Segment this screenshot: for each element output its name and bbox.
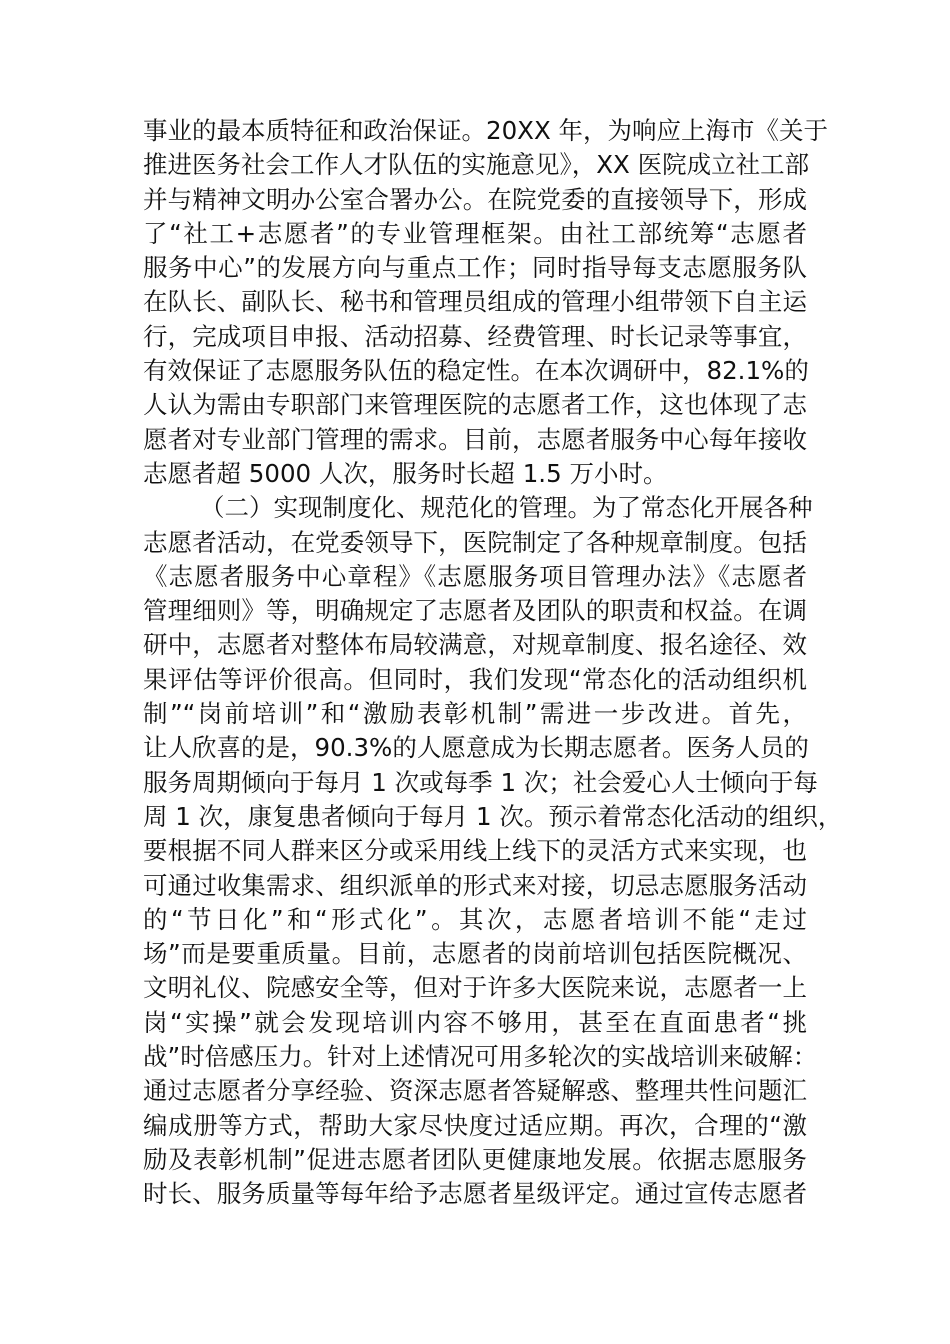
text-line: 的“节日化”和“形式化”。其次，志愿者培训不能“走过 — [143, 904, 807, 934]
text-line: 岗“实操”就会发现培训内容不够用，甚至在直面患者“挑 — [143, 1007, 807, 1037]
text-line: 服务中心”的发展方向与重点工作；同时指导每支志愿服务队 — [143, 253, 807, 283]
text-line: 愿者对专业部门管理的需求。目前，志愿者服务中心每年接收 — [143, 424, 807, 454]
text-line: 管理细则》等，明确规定了志愿者及团队的职责和权益。在调 — [143, 596, 807, 626]
text-line: 制”“岗前培训”和“激励表彰机制”需进一步改进。首先， — [143, 699, 807, 729]
text-line: 场”而是要重质量。目前，志愿者的岗前培训包括医院概况、 — [143, 939, 807, 969]
text-line: 有效保证了志愿服务队伍的稳定性。在本次调研中，82.1%的 — [143, 356, 809, 386]
text-line: 可通过收集需求、组织派单的形式来对接，切忌志愿服务活动 — [143, 870, 807, 900]
text-line: 人认为需由专职部门来管理医院的志愿者工作，这也体现了志 — [143, 390, 807, 420]
text-line: 励及表彰机制”促进志愿者团队更健康地发展。依据志愿服务 — [143, 1144, 807, 1174]
text-line: 服务周期倾向于每月 1 次或每季 1 次；社会爱心人士倾向于每 — [143, 767, 818, 797]
text-line: 编成册等方式，帮助大家尽快度过适应期。再次，合理的“激 — [143, 1110, 807, 1140]
section-heading-line: （二）实现制度化、规范化的管理。为了常态化开展各种 — [200, 493, 813, 523]
text-line: 时长、服务质量等每年给予志愿者星级评定。通过宣传志愿者 — [143, 1179, 807, 1209]
text-line: 要根据不同人群来区分或采用线上线下的灵活方式来实现，也 — [143, 836, 807, 866]
text-line: 在队长、副队长、秘书和管理员组成的管理小组带领下自主运 — [143, 287, 807, 317]
body-text — [143, 114, 843, 1212]
text-line: 并与精神文明办公室合署办公。在院党委的直接领导下，形成 — [143, 184, 807, 214]
text-line: 推进医务社会工作人才队伍的实施意见》，XX 医院成立社工部 — [143, 150, 810, 180]
text-line: 志愿者超 5000 人次，服务时长超 1.5 万小时。 — [143, 458, 668, 488]
text-line: 果评估等评价很高。但同时，我们发现“常态化的活动组织机 — [143, 664, 807, 694]
text-line: 通过志愿者分享经验、资深志愿者答疑解惑、整理共性问题汇 — [143, 1076, 807, 1106]
text-line: 战”时倍感压力。针对上述情况可用多轮次的实战培训来破解： — [143, 1042, 818, 1072]
paragraph-1 — [143, 114, 829, 491]
text-line: 研中，志愿者对整体布局较满意，对规章制度、报名途径、效 — [143, 630, 807, 660]
text-line: 文明礼仪、院感安全等，但对于许多大医院来说，志愿者一上 — [143, 973, 807, 1003]
text-line: 了“社工+志愿者”的专业管理框架。由社工部统筹“志愿者 — [143, 218, 807, 248]
paragraph-2 — [143, 491, 843, 1211]
text-line: 让人欣喜的是，90.3%的人愿意成为长期志愿者。医务人员的 — [143, 733, 809, 763]
text-line: 志愿者活动，在党委领导下，医院制定了各种规章制度。包括 — [143, 527, 807, 557]
text-line: 事业的最本质特征和政治保证。20XX 年，为响应上海市《关于 — [143, 116, 829, 145]
text-line: 《志愿者服务中心章程》《志愿服务项目管理办法》《志愿者 — [143, 561, 807, 591]
text-line: 行，完成项目申报、活动招募、经费管理、时长记录等事宜， — [143, 321, 807, 351]
text-line: 周 1 次，康复患者倾向于每月 1 次。预示着常态化活动的组织， — [143, 801, 843, 831]
